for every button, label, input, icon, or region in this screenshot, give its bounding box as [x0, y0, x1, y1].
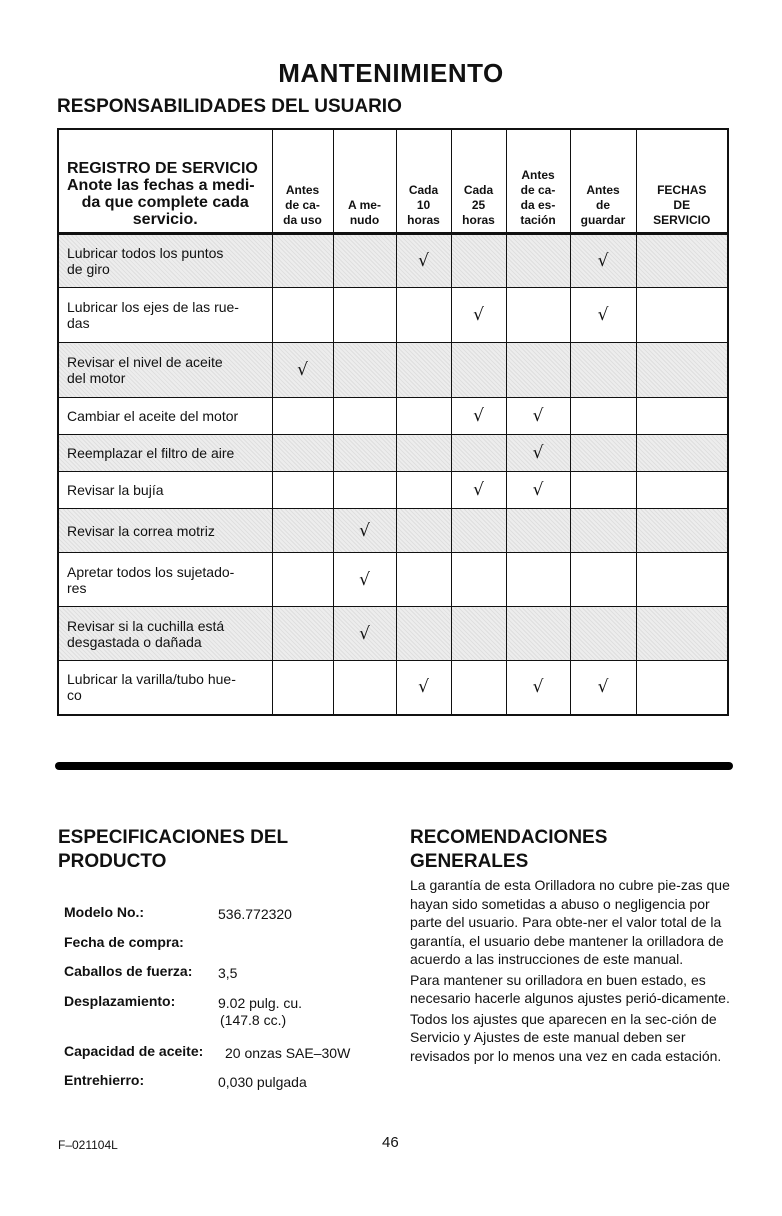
- check-mark: √: [473, 480, 484, 500]
- header-line: Cada: [408, 183, 439, 197]
- table-row: [58, 398, 728, 435]
- check-cell: [451, 435, 506, 472]
- check-cell: [506, 435, 570, 472]
- maintenance-table-body: [58, 234, 728, 715]
- header-line: guardar: [580, 213, 626, 227]
- section-subtitle: RESPONSABILIDADES DEL USUARIO: [57, 96, 402, 117]
- header-registro-line4: servicio.: [132, 211, 198, 228]
- check-cell: [333, 661, 396, 715]
- check-cell: [570, 234, 636, 288]
- task-cell: [58, 607, 272, 661]
- header-line: 10: [416, 198, 431, 212]
- service-date-cell: [636, 435, 728, 472]
- task-cell: [58, 288, 272, 343]
- check-cell: [333, 553, 396, 607]
- task-cell: [58, 234, 272, 288]
- check-cell: [506, 509, 570, 553]
- check-cell: [451, 509, 506, 553]
- check-cell: [506, 398, 570, 435]
- recommendations-body: [410, 876, 740, 1067]
- check-cell: [570, 472, 636, 509]
- task-text: Revisar el nivel de aceite: [67, 354, 223, 370]
- check-cell: [272, 343, 333, 398]
- check-mark: √: [418, 677, 429, 698]
- header-line: tación: [520, 213, 556, 227]
- check-cell: [396, 435, 451, 472]
- task-text: Revisar la bujía: [67, 482, 164, 498]
- check-cell: [506, 607, 570, 661]
- check-mark: √: [359, 569, 370, 590]
- header-line: da es-: [520, 198, 556, 212]
- task-cell: [58, 472, 272, 509]
- check-cell: [396, 661, 451, 715]
- specs-title: [58, 826, 288, 874]
- check-mark: √: [297, 360, 308, 380]
- check-cell: [396, 288, 451, 343]
- table-row: [58, 509, 728, 553]
- task-text: desgastada o dañada: [67, 633, 202, 650]
- check-cell: [396, 509, 451, 553]
- header-line: horas: [462, 213, 495, 227]
- table-row: [58, 234, 728, 288]
- header-antes-de-guardar: [570, 129, 636, 234]
- check-cell: [272, 661, 333, 715]
- spec-value: 20 onzas SAE–30W: [225, 1045, 351, 1061]
- task-text: co: [67, 687, 82, 704]
- spec-value: (147.8 cc.): [220, 1012, 287, 1028]
- service-date-cell: [636, 607, 728, 661]
- check-mark: √: [359, 520, 370, 541]
- header-line: Antes: [285, 183, 320, 197]
- check-cell: [451, 234, 506, 288]
- check-cell: [396, 472, 451, 509]
- recommendations-title: [410, 826, 607, 874]
- service-date-cell: [636, 343, 728, 398]
- task-text: Revisar si la cuchilla está: [67, 617, 225, 634]
- service-date-cell: [636, 288, 728, 343]
- check-cell: [506, 661, 570, 715]
- check-cell: [396, 553, 451, 607]
- task-text: Revisar la correa motriz: [67, 522, 215, 539]
- header-registro: [58, 129, 272, 234]
- check-mark: √: [473, 305, 484, 325]
- check-cell: [570, 398, 636, 435]
- check-cell: [272, 607, 333, 661]
- header-line: horas: [407, 213, 440, 227]
- service-date-cell: [636, 553, 728, 607]
- spec-value: 3,5: [218, 965, 238, 981]
- header-fechas-de-servicio: [636, 129, 728, 234]
- check-cell: [451, 288, 506, 343]
- check-cell: [570, 435, 636, 472]
- header-registro-title: REGISTRO DE SERVICIO: [67, 160, 258, 177]
- check-mark: √: [532, 677, 544, 698]
- maintenance-table: [57, 128, 729, 716]
- check-cell: [333, 398, 396, 435]
- header-cada-10-horas: [396, 129, 451, 234]
- task-text: del motor: [67, 370, 126, 386]
- check-mark: √: [532, 406, 544, 426]
- header-line: Antes: [586, 183, 620, 197]
- check-cell: [451, 607, 506, 661]
- check-cell: [272, 472, 333, 509]
- check-cell: [333, 607, 396, 661]
- header-a-menudo: [333, 129, 396, 234]
- spec-label: Fecha de compra:: [64, 934, 184, 950]
- specs-title-line1: ESPECIFICACIONES DEL: [58, 827, 289, 848]
- header-line: de: [595, 198, 610, 212]
- task-text: Lubricar la varilla/tubo hue-: [67, 671, 236, 688]
- recommendation-paragraph: Para mantener su orilladora en buen estado, es necesario hacerle algunos ajustes perió-dicamente.: [410, 971, 730, 1006]
- check-cell: [333, 288, 396, 343]
- check-cell: [451, 661, 506, 715]
- section-divider: [55, 762, 733, 770]
- check-cell: [272, 435, 333, 472]
- table-header-row: [58, 129, 728, 234]
- task-cell: [58, 661, 272, 715]
- task-cell: [58, 398, 272, 435]
- task-text: Lubricar todos los puntos: [67, 245, 224, 261]
- check-mark: √: [597, 677, 609, 698]
- spec-value: 9.02 pulg. cu.: [218, 995, 303, 1011]
- check-mark: √: [597, 251, 609, 271]
- check-cell: [396, 343, 451, 398]
- check-mark: √: [532, 443, 544, 463]
- task-cell: [58, 435, 272, 472]
- header-antes-de-cada-estacion: [506, 129, 570, 234]
- task-cell: [58, 553, 272, 607]
- header-line: SERVICIO: [653, 213, 711, 227]
- task-text: de giro: [67, 261, 110, 277]
- check-cell: [506, 288, 570, 343]
- spec-value: 536.772320: [218, 906, 292, 922]
- header-antes-de-cada-uso: [272, 129, 333, 234]
- task-text: Cambiar el aceite del motor: [67, 408, 239, 424]
- task-text: res: [67, 579, 87, 596]
- task-cell: [58, 343, 272, 398]
- page-number: 46: [382, 1134, 399, 1151]
- task-cell: [58, 509, 272, 553]
- check-cell: [570, 509, 636, 553]
- table-row: [58, 472, 728, 509]
- check-cell: [570, 288, 636, 343]
- check-mark: √: [473, 406, 484, 426]
- service-date-cell: [636, 234, 728, 288]
- header-line: A me-: [348, 198, 381, 212]
- check-cell: [570, 661, 636, 715]
- header-line: DE: [673, 198, 691, 212]
- task-text: Lubricar los ejes de las rue-: [67, 299, 239, 315]
- header-line: Cada: [463, 183, 494, 197]
- spec-label: Desplazamiento:: [64, 993, 176, 1009]
- check-cell: [451, 472, 506, 509]
- check-mark: √: [359, 623, 370, 644]
- check-cell: [272, 553, 333, 607]
- spec-label: Entrehierro:: [64, 1072, 145, 1088]
- spec-label: Modelo No.:: [64, 904, 145, 920]
- check-cell: [333, 509, 396, 553]
- header-line: 25: [471, 198, 486, 212]
- header-line: Antes: [521, 168, 555, 182]
- check-cell: [396, 398, 451, 435]
- check-cell: [570, 553, 636, 607]
- header-line: FECHAS: [657, 183, 707, 197]
- header-line: de ca-: [520, 183, 556, 197]
- check-cell: [272, 398, 333, 435]
- service-date-cell: [636, 661, 728, 715]
- service-date-cell: [636, 472, 728, 509]
- document-code: F–021104L: [58, 1138, 118, 1152]
- header-registro-line2: Anote las fechas a medi-: [67, 177, 255, 194]
- check-cell: [333, 234, 396, 288]
- check-cell: [396, 607, 451, 661]
- check-cell: [506, 343, 570, 398]
- table-row: [58, 288, 728, 343]
- check-cell: [272, 288, 333, 343]
- check-cell: [451, 398, 506, 435]
- table-row: [58, 661, 728, 715]
- check-cell: [506, 234, 570, 288]
- check-cell: [272, 509, 333, 553]
- table-row: [58, 607, 728, 661]
- check-cell: [451, 343, 506, 398]
- check-cell: [396, 234, 451, 288]
- check-cell: [333, 472, 396, 509]
- page-title: MANTENIMIENTO: [278, 58, 504, 88]
- check-mark: √: [418, 251, 429, 271]
- check-cell: [506, 553, 570, 607]
- check-cell: [570, 607, 636, 661]
- recommendations-title-line1: RECOMENDACIONES: [410, 827, 608, 848]
- header-line: de ca-: [285, 198, 320, 212]
- header-line: nudo: [349, 213, 380, 227]
- header-cada-25-horas: [451, 129, 506, 234]
- check-cell: [272, 234, 333, 288]
- task-text: das: [67, 315, 90, 331]
- task-text: Reemplazar el filtro de aire: [67, 445, 235, 461]
- service-date-cell: [636, 509, 728, 553]
- check-cell: [333, 435, 396, 472]
- table-row: [58, 435, 728, 472]
- recommendations-title-line2: GENERALES: [410, 851, 529, 872]
- spec-label: Caballos de fuerza:: [64, 963, 193, 979]
- task-text: Apretar todos los sujetado-: [67, 563, 235, 580]
- check-cell: [451, 553, 506, 607]
- table-row: [58, 343, 728, 398]
- spec-value: 0,030 pulgada: [218, 1074, 307, 1090]
- table-row: [58, 553, 728, 607]
- service-date-cell: [636, 398, 728, 435]
- recommendation-paragraph: Todos los ajustes que aparecen en la sec-ción de Servicio y Ajustes de este manual deben ser revisados por lo menos una vez en cada estación.: [410, 1010, 722, 1064]
- check-cell: [570, 343, 636, 398]
- specs-title-line2: PRODUCTO: [58, 851, 167, 872]
- check-mark: √: [597, 305, 609, 325]
- header-line: da uso: [283, 213, 322, 227]
- check-mark: √: [532, 480, 544, 500]
- check-cell: [506, 472, 570, 509]
- spec-label: Capacidad de aceite:: [64, 1043, 204, 1059]
- recommendation-paragraph: La garantía de esta Orilladora no cubre pie-zas que hayan sido sometidas a abuso o negligencia por parte del usuario. Para obte-ner el valor total de la garantía, el usuario debe mantener la orilladora de acuerdo a las instrucciones de este manual.: [410, 877, 730, 967]
- header-registro-line3: da que complete cada: [81, 194, 249, 211]
- check-cell: [333, 343, 396, 398]
